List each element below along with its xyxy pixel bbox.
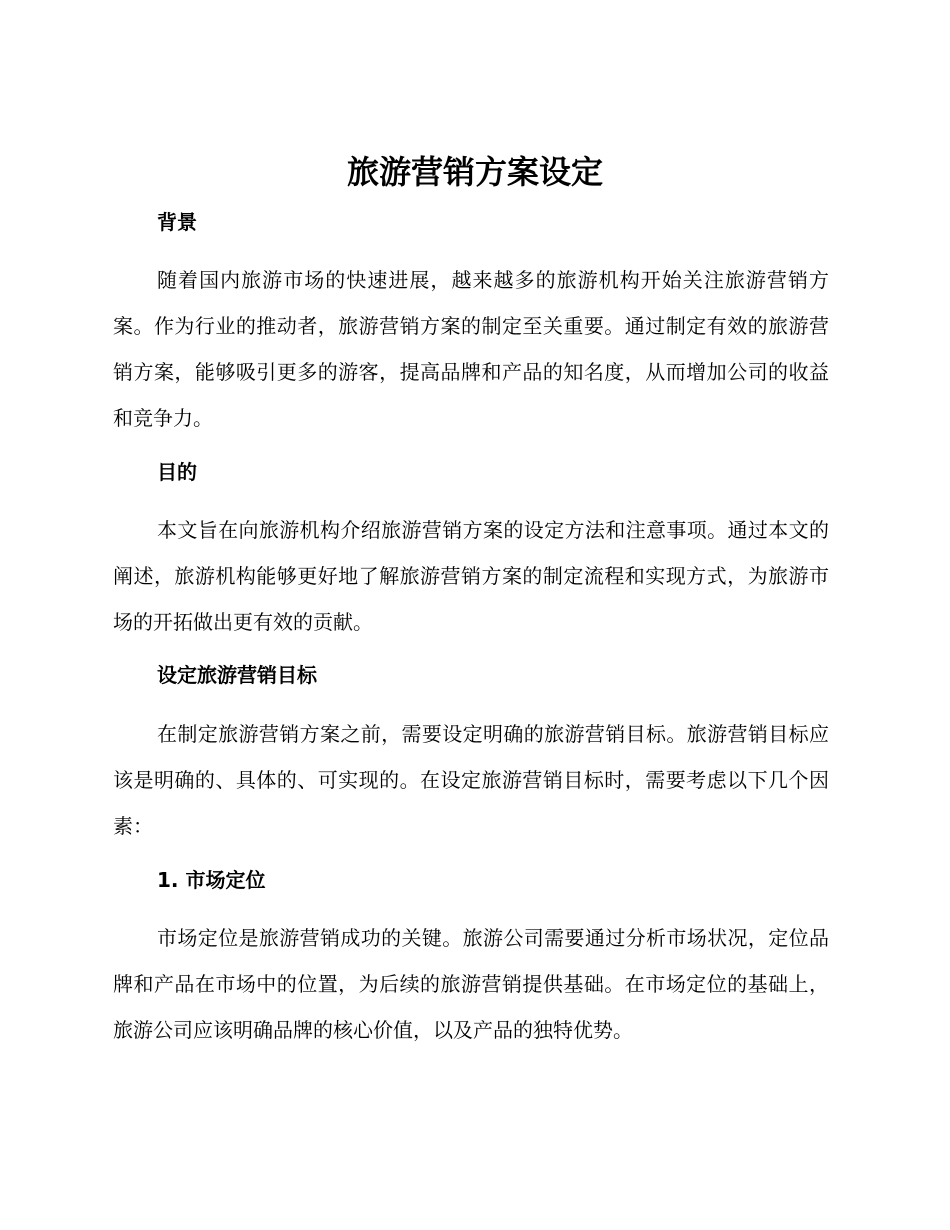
section-heading-set-goals: 设定旅游营销目标: [157, 663, 317, 687]
section-heading-market-positioning: 1. 市场定位: [157, 868, 266, 892]
section-heading-purpose: 目的: [157, 460, 197, 484]
section-paragraph-market-positioning: 市场定位是旅游营销成功的关键。旅游公司需要通过分析市场状况，定位品牌和产品在市场中的位置，为后续的旅游营销提供基础。在市场定位的基础上，旅游公司应该明确品牌的核心价值，以及产品的独特优势。: [113, 926, 829, 1042]
section-heading-background: 背景: [157, 210, 197, 234]
section-paragraph-purpose: 本文旨在向旅游机构介绍旅游营销方案的设定方法和注意事项。通过本文的阐述，旅游机构能够更好地了解旅游营销方案的制定流程和实现方式，为旅游市场的开拓做出更有效的贡献。: [113, 518, 829, 634]
section-paragraph-set-goals: 在制定旅游营销方案之前，需要设定明确的旅游营销目标。旅游营销目标应该是明确的、具体的、可实现的。在设定旅游营销目标时，需要考虑以下几个因素：: [113, 722, 829, 838]
section-paragraph-background: 随着国内旅游市场的快速进展，越来越多的旅游机构开始关注旅游营销方案。作为行业的推动者，旅游营销方案的制定至关重要。通过制定有效的旅游营销方案，能够吸引更多的游客，提高品牌和产品的知名度，从而增加公司的收益和竞争力。: [113, 268, 829, 430]
document-title: 旅游营销方案设定: [346, 153, 603, 191]
